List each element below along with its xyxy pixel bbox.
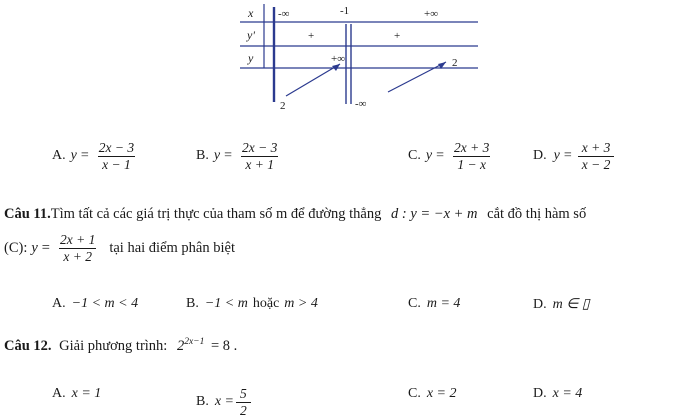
q11-option-a-label: A.: [52, 296, 66, 311]
q11-option-c[interactable]: [408, 296, 460, 312]
vt-branch-bottom-left: 2: [280, 100, 286, 112]
answer-c-denominator: 1 − x: [453, 156, 490, 173]
vt-branch-top-right: 2: [452, 57, 458, 69]
vt-label-y: y: [248, 51, 254, 65]
q11-option-d-label: D.: [533, 296, 547, 312]
answer-a-denominator: x − 1: [98, 156, 135, 173]
vt-x-pos-infinity: +∞: [424, 8, 439, 20]
question-11-line-formula: d : y = −x + m: [390, 206, 478, 222]
question-11-curve-fraction: [56, 232, 99, 264]
question-12-number: Câu 12.: [4, 338, 52, 354]
vt-branch-bottom-right-limit: -∞: [355, 98, 367, 110]
answer-option-b[interactable]: [196, 140, 283, 172]
answer-b-label: B.: [196, 148, 209, 164]
variation-table: [228, 4, 488, 114]
q12-option-c-label: C.: [408, 386, 421, 401]
answer-c-variable: y: [425, 148, 433, 164]
answer-c-fraction: [450, 140, 493, 172]
vt-x-neg-infinity: -∞: [278, 8, 290, 20]
q12-option-b-text: x =: [214, 394, 235, 410]
vt-x-minus-one: -1: [340, 5, 350, 17]
q12-option-c-text: x = 2: [426, 386, 457, 401]
q12-option-d-text: x = 4: [552, 386, 583, 401]
question-11-number: Câu 11.: [4, 206, 51, 222]
answer-d-fraction: [578, 140, 615, 172]
q11-option-b-text: −1 < m: [204, 296, 248, 311]
q11-option-b-conjunction: hoặc: [252, 296, 280, 311]
answer-d-equals: =: [563, 148, 572, 164]
answer-d-denominator: x − 2: [578, 156, 615, 173]
question-11-curve-variable: y: [31, 239, 38, 256]
q12-option-b-fraction: [236, 386, 251, 418]
answer-option-d[interactable]: [533, 140, 616, 172]
q11-option-b-label: B.: [186, 296, 199, 311]
question-11-text-part2: cắt đồ thị hàm số: [487, 206, 587, 222]
question-11-text-part1: Tìm tất cả các giá trị thực của tham số m để đường thẳng: [50, 206, 382, 222]
answer-b-equals: =: [224, 148, 232, 164]
vt-branch-top-left-limit: +∞: [331, 53, 346, 65]
answer-c-label: C.: [408, 148, 421, 164]
q12-option-b-denominator: 2: [236, 402, 251, 418]
question-12-text: Giải phương trình:: [59, 338, 168, 354]
question-11-line-2: [4, 232, 696, 264]
q11-option-d[interactable]: [533, 296, 590, 313]
question-12-equation-rest: = 8 .: [210, 338, 238, 354]
question-12-equation-base: 2: [176, 338, 185, 354]
q11-option-c-text: m = 4: [426, 296, 461, 311]
answer-b-fraction: [238, 140, 281, 172]
answer-b-numerator: 2x − 3: [241, 140, 278, 155]
q12-option-a-label: A.: [52, 386, 66, 401]
question-11-curve-numerator: 2x + 1: [59, 232, 96, 247]
q11-option-c-label: C.: [408, 296, 421, 311]
q12-option-c[interactable]: [408, 386, 457, 402]
answer-d-numerator: x + 3: [581, 140, 611, 155]
answer-d-variable: y: [553, 148, 560, 164]
answer-a-variable: y: [70, 148, 77, 164]
q12-option-d[interactable]: [533, 386, 582, 402]
question-11-line-1: [4, 204, 696, 225]
question-12-line: [4, 336, 696, 357]
question-11-curve-denominator: x + 2: [59, 248, 96, 265]
q12-option-b-numerator: 5: [240, 386, 247, 401]
q11-option-d-text: m ∈ ▯: [552, 297, 590, 312]
answer-option-c[interactable]: [408, 140, 495, 172]
q12-option-a[interactable]: [52, 386, 101, 402]
answer-a-label: A.: [52, 148, 66, 164]
q11-option-b-text2: m > 4: [284, 296, 318, 311]
answer-a-fraction: [95, 140, 138, 172]
vt-label-yprime: y': [247, 28, 255, 42]
answer-d-label: D.: [533, 148, 547, 164]
question-11-text-part3: tại hai điểm phân biệt: [109, 239, 235, 256]
answer-option-a[interactable]: [52, 140, 140, 172]
vt-label-x: x: [248, 6, 254, 20]
q11-option-b[interactable]: [186, 296, 318, 312]
q12-option-a-text: x = 1: [71, 386, 102, 401]
q12-option-b-label: B.: [196, 394, 209, 410]
answer-b-denominator: x + 1: [241, 156, 278, 173]
vt-sign-left: +: [308, 30, 315, 42]
question-11-curve-prefix: (C):: [4, 239, 28, 256]
q12-option-d-label: D.: [533, 386, 547, 401]
q11-option-a-text: −1 < m < 4: [71, 296, 139, 311]
vt-sign-right: +: [394, 30, 401, 42]
answer-b-variable: y: [213, 148, 221, 164]
answer-a-equals: =: [80, 148, 89, 164]
q11-option-a[interactable]: [52, 296, 138, 312]
answer-a-numerator: 2x − 3: [98, 140, 135, 155]
question-11-curve-equals: =: [41, 239, 50, 256]
answer-c-equals: =: [436, 148, 444, 164]
answer-c-numerator: 2x + 3: [453, 140, 490, 155]
question-12-equation-exponent: 2x−1: [184, 337, 205, 348]
q12-option-b[interactable]: [196, 386, 253, 418]
